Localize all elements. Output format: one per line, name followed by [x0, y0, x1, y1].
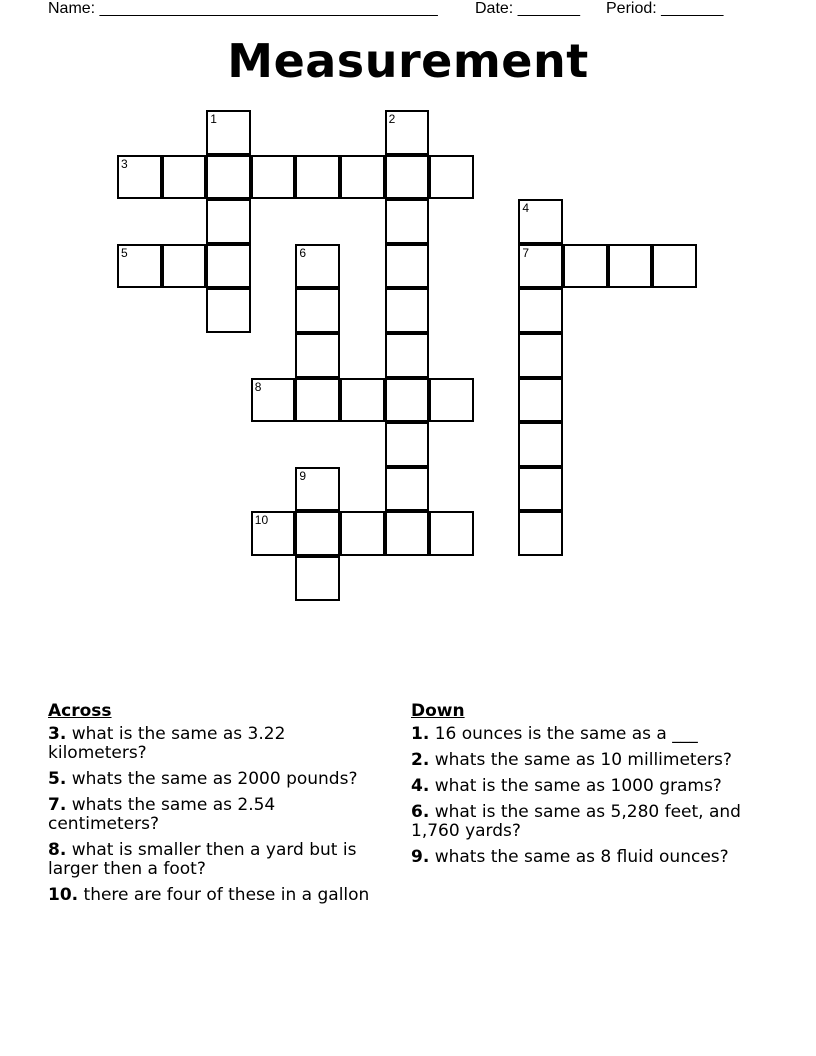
clue-down-1: 1. 16 ounces is the same as a ___ — [411, 724, 698, 744]
clue-number: 10 — [254, 513, 269, 528]
crossword-cell[interactable] — [518, 199, 563, 244]
crossword-cell[interactable] — [340, 511, 385, 556]
crossword-cell[interactable] — [295, 333, 340, 378]
crossword-cell[interactable] — [251, 511, 296, 556]
crossword-cell[interactable] — [295, 244, 340, 289]
crossword-cell[interactable] — [385, 467, 430, 512]
crossword-cell[interactable] — [206, 155, 251, 200]
crossword-cell[interactable] — [563, 244, 608, 289]
crossword-cell[interactable] — [518, 333, 563, 378]
crossword-cell[interactable] — [162, 244, 207, 289]
crossword-cell[interactable] — [295, 288, 340, 333]
across-heading: Across — [48, 701, 112, 721]
crossword-cell[interactable] — [206, 288, 251, 333]
crossword-cell[interactable] — [295, 378, 340, 423]
clue-number: 1 — [210, 112, 217, 126]
crossword-cell[interactable] — [385, 244, 430, 289]
clue-across-10: 10. there are four of these in a gallon — [48, 885, 370, 905]
crossword-cell[interactable] — [206, 199, 251, 244]
clue-down-2: 2. whats the same as 10 millimeters? — [411, 750, 732, 770]
name-field-label: Name: ______________________________________ — [48, 0, 438, 17]
crossword-cell[interactable] — [295, 556, 340, 601]
crossword-cell[interactable] — [206, 110, 251, 155]
crossword-cell[interactable] — [251, 155, 296, 200]
clue-number: 7 — [522, 245, 530, 260]
clue-across-8: 8. what is smaller then a yard but is larger then a foot? — [48, 840, 357, 879]
crossword-cell[interactable] — [295, 155, 340, 200]
crossword-cell[interactable] — [429, 155, 474, 200]
down-clues — [411, 702, 756, 874]
crossword-cell[interactable] — [340, 378, 385, 423]
crossword-cell[interactable] — [608, 244, 653, 289]
crossword-cell[interactable] — [385, 288, 430, 333]
clue-across-5: 5. whats the same as 2000 pounds? — [48, 769, 358, 789]
crossword-cell[interactable] — [385, 110, 430, 155]
crossword-cell[interactable] — [518, 244, 563, 289]
crossword-cell[interactable] — [429, 378, 474, 423]
crossword-cell[interactable] — [206, 244, 251, 289]
clue-number: 8 — [254, 379, 262, 394]
crossword-cell[interactable] — [518, 422, 563, 467]
crossword-cell[interactable] — [518, 511, 563, 556]
date-field-label: Date: _______ — [475, 0, 580, 17]
crossword-cell[interactable] — [385, 378, 430, 423]
crossword-cell[interactable] — [385, 199, 430, 244]
crossword-cell[interactable] — [385, 422, 430, 467]
crossword-cell[interactable] — [385, 155, 430, 200]
clue-number: 4 — [522, 201, 530, 216]
clue-number: 5 — [121, 245, 128, 260]
clue-number: 2 — [388, 112, 396, 126]
clue-across-7: 7. whats the same as 2.54 centimeters? — [48, 795, 276, 834]
crossword-cell[interactable] — [518, 467, 563, 512]
crossword-cell[interactable] — [518, 378, 563, 423]
down-heading: Down — [411, 701, 465, 721]
crossword-cell[interactable] — [295, 511, 340, 556]
clue-down-6: 6. what is the same as 5,280 feet, and 1,760 yards? — [411, 802, 741, 841]
clue-number: 9 — [299, 468, 307, 483]
crossword-cell[interactable] — [117, 244, 162, 289]
crossword-cell[interactable] — [385, 511, 430, 556]
clue-down-9: 9. whats the same as 8 fluid ounces? — [411, 847, 729, 867]
crossword-cell[interactable] — [295, 467, 340, 512]
crossword-cell[interactable] — [518, 288, 563, 333]
crossword-cell[interactable] — [162, 155, 207, 200]
crossword-cell[interactable] — [251, 378, 296, 423]
clue-down-4: 4. what is the same as 1000 grams? — [411, 776, 722, 796]
crossword-cell[interactable] — [652, 244, 697, 289]
clue-number: 3 — [121, 156, 128, 171]
clue-across-3: 3. what is the same as 3.22 kilometers? — [48, 724, 286, 763]
crossword-cell[interactable] — [429, 511, 474, 556]
crossword-cell[interactable] — [117, 155, 162, 200]
page-title: Measurement — [227, 34, 589, 88]
across-clues — [48, 702, 388, 912]
clue-number: 6 — [299, 245, 307, 260]
crossword-cell[interactable] — [340, 155, 385, 200]
period-field-label: Period: _______ — [606, 0, 724, 17]
crossword-cell[interactable] — [385, 333, 430, 378]
